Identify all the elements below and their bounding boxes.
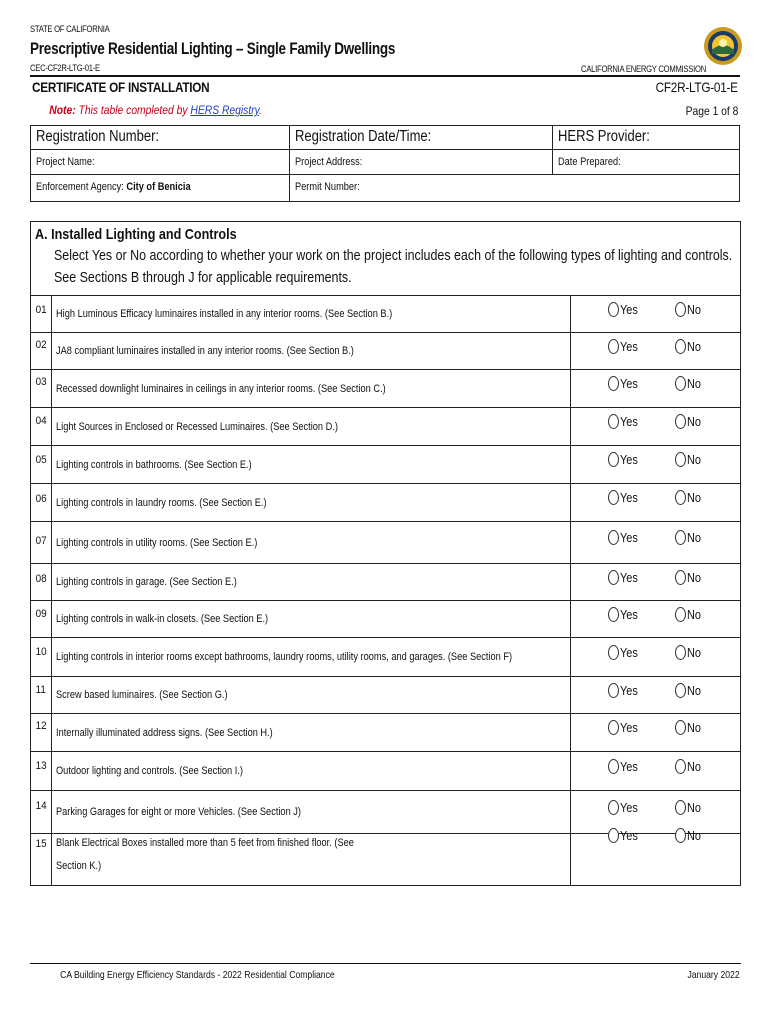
- option-yes-15[interactable]: [608, 828, 641, 843]
- table-row: [31, 677, 740, 714]
- radio-yes-icon[interactable]: [608, 828, 619, 843]
- option-yes-06[interactable]: [608, 490, 641, 505]
- radio-yes-icon[interactable]: [608, 607, 619, 622]
- option-yes-04[interactable]: [608, 414, 641, 429]
- row-number: 03: [31, 370, 52, 407]
- option-yes-13[interactable]: [608, 759, 641, 774]
- option-no-label: No: [687, 452, 701, 467]
- option-yes-label: Yes: [620, 452, 638, 467]
- option-yes-label: Yes: [620, 683, 638, 698]
- option-no-14[interactable]: [675, 800, 704, 815]
- option-yes-12[interactable]: [608, 720, 641, 735]
- option-yes-03[interactable]: [608, 376, 641, 391]
- radio-yes-icon[interactable]: [608, 530, 619, 545]
- row-description: Lighting controls in interior rooms except bathrooms, laundry rooms, utility rooms, and garages. (See Section F): [56, 651, 513, 663]
- row-description: Outdoor lighting and controls. (See Section I.): [56, 765, 243, 777]
- section-a-description: Select Yes or No according to whether your work on the project includes each of the following types of lighting and controls. See Sections B through J for applicable requirements.: [54, 247, 733, 286]
- radio-no-icon[interactable]: [675, 570, 686, 585]
- radio-no-icon[interactable]: [675, 828, 686, 843]
- option-no-label: No: [687, 607, 701, 622]
- row-number: 12: [31, 714, 52, 751]
- option-yes-label: Yes: [620, 828, 638, 843]
- radio-yes-icon[interactable]: [608, 339, 619, 354]
- row-description: Screw based luminaires. (See Section G.): [56, 689, 228, 701]
- option-no-label: No: [687, 530, 701, 545]
- option-yes-label: Yes: [620, 759, 638, 774]
- option-yes-05[interactable]: [608, 452, 641, 467]
- row-number: 11: [31, 677, 52, 713]
- row-number: 09: [31, 601, 52, 637]
- agency-name: CALIFORNIA ENERGY COMMISSION: [581, 64, 706, 74]
- option-no-13[interactable]: [675, 759, 704, 774]
- radio-yes-icon[interactable]: [608, 800, 619, 815]
- row-number: 13: [31, 752, 52, 790]
- radio-no-icon[interactable]: [675, 302, 686, 317]
- table-row: [31, 522, 740, 564]
- row-description: JA8 compliant luminaires installed in any interior rooms. (See Section B.): [56, 345, 354, 357]
- registry-note: [49, 103, 262, 117]
- yes-no-options: [570, 828, 742, 886]
- form-id: CEC-CF2R-LTG-01-E: [30, 63, 100, 73]
- option-yes-label: Yes: [620, 607, 638, 622]
- radio-yes-icon[interactable]: [608, 683, 619, 698]
- row-description: Blank Electrical Boxes installed more than 5 feet from finished floor. (See Section K.): [56, 837, 354, 872]
- footer-rule: [30, 963, 741, 964]
- row-description: Lighting controls in garage. (See Section E.): [56, 576, 237, 588]
- radio-no-icon[interactable]: [675, 759, 686, 774]
- option-no-label: No: [687, 302, 701, 317]
- option-yes-07[interactable]: [608, 530, 641, 545]
- option-no-15[interactable]: [675, 828, 704, 843]
- radio-no-icon[interactable]: [675, 339, 686, 354]
- option-yes-label: Yes: [620, 376, 638, 391]
- option-no-label: No: [687, 759, 701, 774]
- energy-commission-seal-icon: [703, 26, 743, 66]
- option-no-01[interactable]: [675, 302, 704, 317]
- yes-no-options: [570, 638, 742, 676]
- radio-no-icon[interactable]: [675, 530, 686, 545]
- table-row: [31, 296, 740, 333]
- option-no-label: No: [687, 414, 701, 429]
- option-no-07[interactable]: [675, 530, 704, 545]
- radio-no-icon[interactable]: [675, 414, 686, 429]
- row-description: Lighting controls in walk-in closets. (See Section E.): [56, 613, 269, 625]
- registration-table: [30, 125, 740, 202]
- radio-yes-icon[interactable]: [608, 414, 619, 429]
- option-yes-02[interactable]: [608, 339, 641, 354]
- table-row: [31, 446, 740, 484]
- section-a: [30, 221, 741, 886]
- row-number: 02: [31, 333, 52, 369]
- yes-no-options: [570, 677, 742, 713]
- row-number: 07: [31, 522, 52, 563]
- radio-yes-icon[interactable]: [608, 490, 619, 505]
- option-yes-14[interactable]: [608, 800, 641, 815]
- footer-standards: CA Building Energy Efficiency Standards - 2022 Residential Compliance: [60, 969, 335, 981]
- option-no-label: No: [687, 570, 701, 585]
- radio-yes-icon[interactable]: [608, 759, 619, 774]
- registration-date-field[interactable]: Registration Date/Time:: [290, 126, 553, 150]
- yes-no-options: [570, 370, 742, 407]
- yes-no-options: [570, 714, 742, 751]
- row-description: Lighting controls in utility rooms. (See Section E.): [56, 537, 258, 549]
- radio-no-icon[interactable]: [675, 490, 686, 505]
- row-number: 04: [31, 408, 52, 445]
- hers-registry-link[interactable]: HERS Registry: [190, 103, 260, 117]
- radio-yes-icon[interactable]: [608, 302, 619, 317]
- radio-no-icon[interactable]: [675, 645, 686, 660]
- hers-provider-field[interactable]: HERS Provider:: [553, 126, 740, 150]
- header-rule: [30, 75, 740, 77]
- state-label: STATE OF CALIFORNIA: [30, 24, 110, 34]
- yes-no-options: [570, 333, 742, 369]
- radio-no-icon[interactable]: [675, 607, 686, 622]
- yes-no-options: [570, 484, 742, 521]
- project-name-field[interactable]: Project Name:: [31, 150, 290, 175]
- option-yes-label: Yes: [620, 302, 638, 317]
- option-yes-label: Yes: [620, 339, 638, 354]
- table-row: [31, 408, 740, 446]
- row-number: 10: [31, 638, 52, 676]
- row-number: 01: [31, 296, 52, 332]
- radio-yes-icon[interactable]: [608, 645, 619, 660]
- table-row: [31, 333, 740, 370]
- radio-no-icon[interactable]: [675, 683, 686, 698]
- radio-no-icon[interactable]: [675, 452, 686, 467]
- registration-number-field[interactable]: Registration Number:: [31, 126, 290, 150]
- page-number: Page 1 of 8: [685, 104, 738, 118]
- option-yes-label: Yes: [620, 570, 638, 585]
- option-yes-label: Yes: [620, 645, 638, 660]
- option-no-03[interactable]: [675, 376, 704, 391]
- option-yes-08[interactable]: [608, 570, 641, 585]
- option-yes-09[interactable]: [608, 607, 641, 622]
- note-text: This table completed by: [75, 103, 191, 117]
- yes-no-options: [570, 522, 742, 563]
- option-no-02[interactable]: [675, 339, 704, 354]
- row-description: Light Sources in Enclosed or Recessed Luminaires. (See Section D.): [56, 421, 338, 433]
- option-no-05[interactable]: [675, 452, 704, 467]
- yes-no-options: [570, 752, 742, 790]
- option-no-label: No: [687, 339, 701, 354]
- yes-no-options: [570, 601, 742, 637]
- enforcement-agency-field[interactable]: Enforcement Agency: City of Benicia: [31, 175, 290, 202]
- table-row: [31, 564, 740, 601]
- option-no-06[interactable]: [675, 490, 704, 505]
- section-a-header: [31, 222, 740, 296]
- note-label: Note:: [49, 103, 76, 117]
- option-no-label: No: [687, 645, 701, 660]
- row-description: Parking Garages for eight or more Vehicles. (See Section J): [56, 806, 301, 818]
- option-yes-11[interactable]: [608, 683, 641, 698]
- option-no-08[interactable]: [675, 570, 704, 585]
- row-description: Recessed downlight luminaires in ceilings in any interior rooms. (See Section C.): [56, 383, 386, 395]
- footer-date: January 2022: [687, 969, 740, 981]
- row-description: High Luminous Efficacy luminaires installed in any interior rooms. (See Section B.): [56, 308, 393, 320]
- option-yes-10[interactable]: [608, 645, 641, 660]
- row-description: Internally illuminated address signs. (See Section H.): [56, 727, 273, 739]
- project-address-field[interactable]: Project Address:: [290, 150, 553, 175]
- yes-no-options: [570, 564, 742, 600]
- option-no-label: No: [687, 376, 701, 391]
- option-no-label: No: [687, 828, 701, 843]
- option-yes-01[interactable]: [608, 302, 641, 317]
- table-row: [31, 484, 740, 522]
- table-row: [31, 752, 740, 791]
- certificate-title: CERTIFICATE OF INSTALLATION: [32, 79, 210, 95]
- yes-no-options: [570, 791, 742, 833]
- radio-yes-icon[interactable]: [608, 570, 619, 585]
- option-yes-label: Yes: [620, 414, 638, 429]
- option-no-09[interactable]: [675, 607, 704, 622]
- option-yes-label: Yes: [620, 530, 638, 545]
- radio-yes-icon[interactable]: [608, 376, 619, 391]
- option-yes-label: Yes: [620, 490, 638, 505]
- table-row: [31, 370, 740, 408]
- option-no-11[interactable]: [675, 683, 704, 698]
- form-code: CF2R-LTG-01-E: [655, 79, 738, 95]
- option-yes-label: Yes: [620, 720, 638, 735]
- table-row: [31, 638, 740, 677]
- date-prepared-field[interactable]: Date Prepared:: [553, 150, 740, 175]
- row-number: 06: [31, 484, 52, 521]
- option-no-label: No: [687, 800, 701, 815]
- option-no-label: No: [687, 490, 701, 505]
- yes-no-options: [570, 408, 742, 445]
- radio-yes-icon[interactable]: [608, 452, 619, 467]
- option-no-label: No: [687, 683, 701, 698]
- yes-no-options: [570, 446, 742, 483]
- note-end: .: [259, 103, 262, 117]
- option-no-12[interactable]: [675, 720, 704, 735]
- table-row: [31, 828, 740, 886]
- option-no-10[interactable]: [675, 645, 704, 660]
- row-number: 15: [31, 834, 52, 886]
- radio-yes-icon[interactable]: [608, 720, 619, 735]
- form-title: Prescriptive Residential Lighting – Single Family Dwellings: [30, 40, 396, 58]
- permit-number-field[interactable]: Permit Number:: [290, 175, 740, 202]
- section-a-title: A. Installed Lighting and Controls: [35, 226, 237, 243]
- radio-no-icon[interactable]: [675, 720, 686, 735]
- radio-no-icon[interactable]: [675, 800, 686, 815]
- row-number: 08: [31, 564, 52, 600]
- option-no-04[interactable]: [675, 414, 704, 429]
- row-number: 05: [31, 446, 52, 483]
- row-description: Lighting controls in laundry rooms. (See Section E.): [56, 497, 267, 509]
- radio-no-icon[interactable]: [675, 376, 686, 391]
- table-row: [31, 601, 740, 638]
- option-no-label: No: [687, 720, 701, 735]
- yes-no-options: [570, 296, 742, 332]
- row-description: Lighting controls in bathrooms. (See Section E.): [56, 459, 252, 471]
- row-number: 14: [31, 791, 52, 833]
- table-row: [31, 714, 740, 752]
- option-yes-label: Yes: [620, 800, 638, 815]
